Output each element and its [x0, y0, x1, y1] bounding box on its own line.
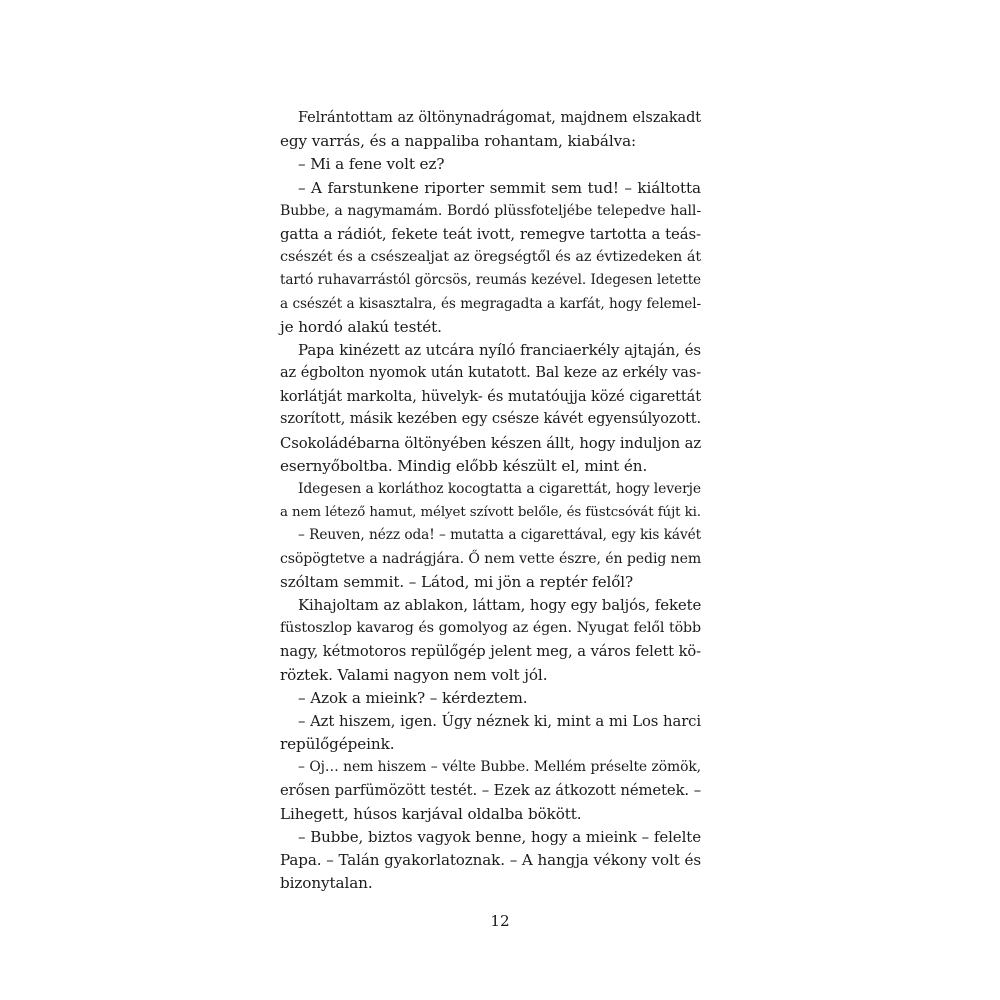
text-line: tartó ruhavarrástól görcsös, reumás kezével. Idegesen letette: [280, 272, 701, 289]
text-line: a nem létező hamut, mélyet szívott belőle, és füstcsóvát fújt ki.: [280, 505, 701, 521]
text-line: röztek. Valami nagyon nem volt jól.: [280, 665, 548, 684]
text-line: erősen parfümözött testét. – Ezek az átkozott németek. –: [280, 782, 701, 800]
text-line: Bubbe, a nagymamám. Bordó plüssfoteljébe telepedve hall-: [280, 202, 701, 219]
text-line: Felrántottam az öltönynadrágomat, majdnem elszakadt: [298, 110, 701, 126]
text-line: – Azt hiszem, igen. Úgy néznek ki, mint a mi Los harci: [298, 712, 701, 730]
text-line: – Mi a fene volt ez?: [298, 155, 445, 174]
text-line: – Reuven, nézz oda! – mutatta a cigarettával, egy kis kávét: [298, 527, 701, 544]
text-line: füstoszlop kavarog és gomolyog az égen. Nyugat felől több: [280, 620, 701, 637]
text-line: esernyőboltba. Mindig előbb készült el, mint én.: [280, 456, 648, 475]
text-line: csöpögtetve a nadrágjára. Ő nem vette észre, én pedig nem: [280, 550, 702, 567]
text-line: – Oj… nem hiszem – vélte Bubbe. Mellém préselte zömök,: [298, 759, 701, 776]
text-line: Csokoládébarna öltönyében készen állt, hogy induljon az: [280, 434, 702, 452]
text-line: – Bubbe, biztos vagyok benne, hogy a mieink – felelte: [298, 827, 701, 846]
text-line: az égbolton nyomok után kutatott. Bal keze az erkély vas-: [280, 365, 701, 382]
text-line: – A farstunkene riporter semmit sem tud! – kiáltotta: [298, 178, 701, 197]
text-line: Lihegett, húsos karjával oldalba bökött.: [280, 804, 582, 823]
text-line: nagy, kétmotoros repülőgép jelent meg, a város felett kö-: [280, 643, 701, 661]
text-line: bizonytalan.: [280, 874, 373, 893]
text-line: gatta a rádiót, fekete teát ivott, remegve tartotta a teás-: [280, 224, 701, 243]
text-line: korlátját markolta, hüvelyk- és mutatóujja közé cigarettát: [280, 388, 701, 406]
text-line: szóltam semmit. – Látod, mi jön a reptér felől?: [280, 572, 634, 591]
text-line: a csészét a kisasztalra, és megragadta a karfát, hogy felemel-: [280, 295, 701, 312]
text-line: – Azok a mieink? – kérdeztem.: [298, 688, 528, 707]
text-line: egy varrás, és a nappaliba rohantam, kiabálva:: [280, 132, 637, 151]
text-line: szorított, másik kezében egy csésze kávét egyensúlyozott.: [280, 411, 702, 428]
text-line: Papa. – Talán gyakorlatoznak. – A hangja vékony volt és: [280, 851, 701, 869]
page-number: 12: [490, 912, 510, 930]
text-line: repülőgépeink.: [280, 735, 395, 754]
text-line: Kihajoltam az ablakon, láttam, hogy egy baljós, fekete: [298, 595, 702, 614]
text-line: Papa kinézett az utcára nyíló franciaerkély ajtaján, és: [298, 340, 701, 359]
text-line: je hordó alakú testét.: [280, 317, 442, 336]
text-line: Idegesen a korláthoz kocogtatta a cigarettát, hogy leverje: [298, 481, 701, 497]
text-line: csészét és a csészealjat az öregségtől és az évtizedeken át: [280, 249, 701, 266]
page-body-text: [280, 107, 701, 895]
